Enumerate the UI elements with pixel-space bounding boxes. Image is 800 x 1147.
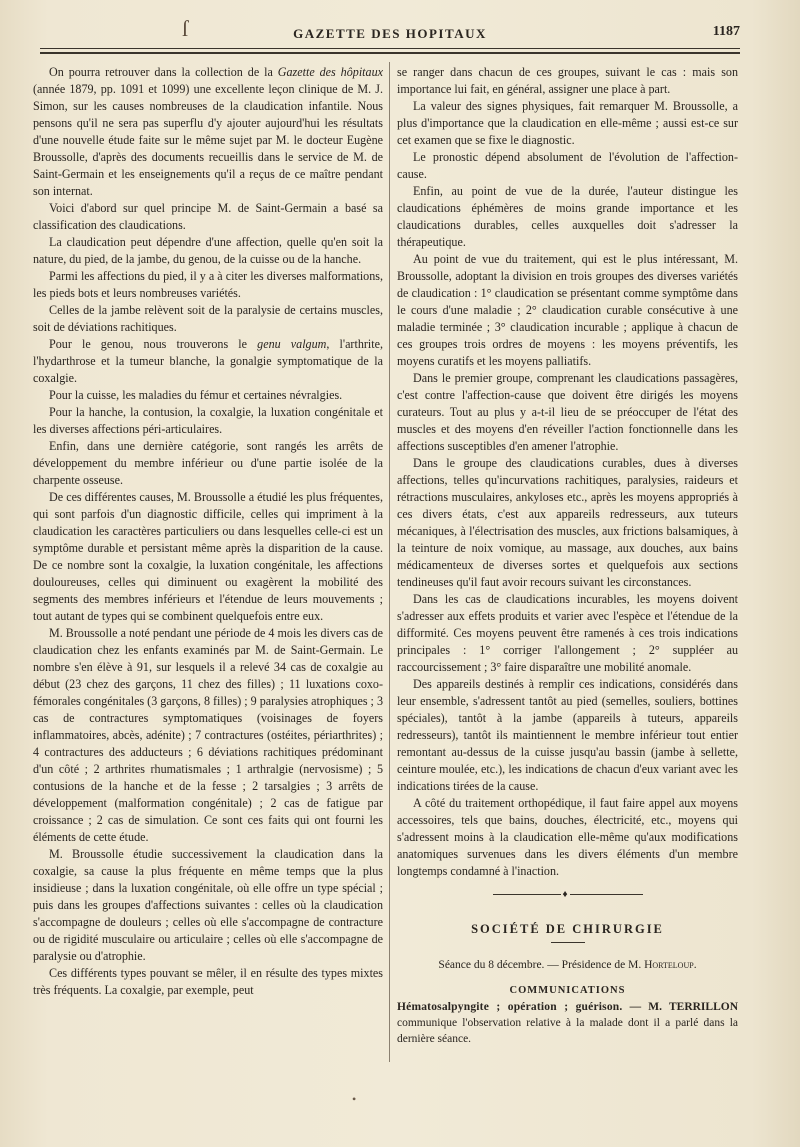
- paragraph-text: On pourra retrouver dans la collection de la: [49, 65, 278, 79]
- session-prefix: Séance du 8 décembre. — Présidence de M.: [438, 959, 645, 971]
- paragraph-text: Dans le premier groupe, comprenant les claudications passagères, c'est contre l'affection-cause que doivent être dirigés les moyens curateurs. Tout au plus y a-t-il lieu de se préoccuper de l'état des muscles et des moyens d'en réveiller l'action fonctionnelle dans les affections susceptibles d'en amener l'atrophie.: [397, 371, 738, 453]
- session-line: [397, 957, 738, 974]
- paragraph: [33, 846, 383, 965]
- paragraph-text: Enfin, au point de vue de la durée, l'auteur distingue les claudications éphémères de moins grande importance et les claudications durables, celles auxquelles doit s'adresser la thérapeutique.: [397, 184, 738, 249]
- paragraph-text: De ces différentes causes, M. Broussolle a étudié les plus fréquentes, qui sont parfois d'un diagnostic difficile, celles qui impriment à la claudication les caractères particuliers ou dans lesquelles celle-ci est un symptôme durable et persistant même après la disparition de la cause. De ce nombre sont la coxalgie, la luxation congénitale, les affections douloureuses, celles qui diminuent ou exagèrent la mobilité des segments des membres inférieurs et l'étendue de leurs mouvements ; tout autant de types qui se combinent quelquefois entre eux.: [33, 490, 383, 623]
- header-rule-thick: [40, 52, 740, 54]
- right-column: [397, 64, 738, 1047]
- observation-paragraph: [397, 999, 738, 1047]
- paragraph: [397, 98, 738, 149]
- paragraph: [33, 234, 383, 268]
- paragraph: [397, 795, 738, 880]
- page-header: [40, 16, 740, 46]
- ink-mark: ſ: [182, 16, 189, 41]
- paragraph: [397, 183, 738, 251]
- paragraph-text: Le pronostic dépend absolument de l'évolution de l'affection-cause.: [397, 150, 738, 181]
- observation-title: Hématosalpyngite ; opération ; guérison.: [397, 1001, 623, 1013]
- paragraph-text: Enfin, dans une dernière catégorie, sont rangés les arrêts de développement du membre inférieur ou d'une partie isolée de la charpente osseuse.: [33, 439, 383, 487]
- paragraph: [33, 336, 383, 387]
- paragraph: [33, 625, 383, 846]
- session-suffix: .: [693, 959, 697, 971]
- section-title-rule: [551, 942, 585, 943]
- section-title: SOCIÉTÉ DE CHIRURGIE: [471, 922, 664, 936]
- paragraph-text: Ces différents types pouvant se mêler, il en résulte des types mixtes très fréquents. La coxalgie, par exemple, peut: [33, 966, 383, 997]
- paragraph: [397, 455, 738, 591]
- paragraph-text: Dans les cas de claudications incurables, les moyens doivent s'adresser aux effets produits et varier avec l'espèce et l'étendue de la difformité. Ces moyens peuvent être ramenés à ces trois indications principales : 1° corriger l'allongement ; 2° suppléer au raccourcissement ; 3° faire disparaître une mobilité anomale.: [397, 592, 738, 674]
- article-end-rule: [493, 894, 643, 901]
- paragraph-text: A côté du traitement orthopédique, il faut faire appel aux moyens accessoires, tels que bains, douches, électricité, etc., moyens qui s'adressent moins à la claudication elle-même qu'aux modifications anatomiques survenues dans les divers éléments d'un membre longtemps condamné à l'inaction.: [397, 796, 738, 878]
- observation-author: — M. TERRILLON: [629, 1001, 738, 1013]
- paragraph: [33, 387, 383, 404]
- paragraph-text: Pour le genou, nous trouverons le: [49, 337, 258, 351]
- paragraph: [33, 268, 383, 302]
- paragraph-text: Celles de la jambe relèvent soit de la paralysie de certains muscles, soit de déviations rachitiques.: [33, 303, 383, 334]
- paragraph: [397, 676, 738, 795]
- paragraph: [33, 404, 383, 438]
- paragraph-text: La valeur des signes physiques, fait remarquer M. Broussolle, a plus d'importance que la claudication en elle-même ; aussi est-ce sur cet examen que se fixe le diagnostic.: [397, 99, 738, 147]
- paragraph-text: M. Broussolle étudie successivement la claudication dans la coxalgie, sa cause la plus fréquente en même temps que la plus insidieuse ; dans la luxation congénitale, où elle offre un type spécial ; puis dans les groupes d'affections suivantes : celles où la claudication s'accompagne de douleurs ; celles où elle s'accompagne de contracture ou de rigidité musculaire ou articulaire ; celles où elle s'accompagne de paralysie ou d'atrophie.: [33, 847, 383, 963]
- paragraph: [397, 251, 738, 370]
- paragraph-text: Au point de vue du traitement, qui est le plus intéressant, M. Broussolle, adoptant la division en trois groupes des diverses variétés de claudication : 1° claudication se présentant comme symptôme dans le cours d'une maladie ; 2° claudication curable consécutive à une maladie terminée ; 3° claudication incurable ; applique à chacun de ces groupes trois ordres de moyens : les moyens préventifs, les moyens curatifs et les moyens palliatifs.: [397, 252, 738, 368]
- paragraph-text: Des appareils destinés à remplir ces indications, considérés dans leur ensemble, s'adressent tantôt au pied (semelles, souliers, bottines spéciales), tantôt à la jambe (appareils à tuteurs, appareils redresseurs), tantôt ils maintiennent le membre inférieur tout entier remontant au-dessus de la cuisse jusqu'au bassin (jambe à sellette, ceinture moulée, etc.), les indications de chacun d'eux variant avec les indications tirées de la cause.: [397, 677, 738, 793]
- paragraph-text: Voici d'abord sur quel principe M. de Saint-Germain a basé sa classification des claudications.: [33, 201, 383, 232]
- left-column: [33, 64, 383, 999]
- communications-heading: COMMUNICATIONS: [509, 985, 626, 996]
- paragraph-text: (année 1879, pp. 1091 et 1099) une excellente leçon clinique de M. J. Simon, sur les causes nombreuses de la claudication infantile. Nous pensons qu'il ne sera pas superflu d'y ajouter aujourd'hui les résultats d'une nouvelle étude faite sur le même sujet par M. le docteur Eugène Broussolle, d'après des documents recueillis dans le service de M. de Saint-Germain et les enseignements qu'il a reçus de ce maître pendant son internat.: [33, 82, 383, 198]
- paragraph: [33, 302, 383, 336]
- right-column-text: [397, 64, 738, 880]
- paragraph: [397, 370, 738, 455]
- journal-title: GAZETTE DES HOPITAUX: [293, 26, 487, 41]
- paragraph-text: La claudication peut dépendre d'une affection, quelle qu'en soit la nature, du pied, de la jambe, du genou, de la cuisse ou de la hanche.: [33, 235, 383, 266]
- paragraph: [33, 64, 383, 200]
- page-number: 1187: [712, 24, 740, 39]
- paragraph-text: , l'arthrite, l'hydarthrose et la tumeur blanche, la gonalgie symptomatique de la coxalgie.: [33, 337, 384, 385]
- column-separator: [389, 62, 390, 1062]
- paragraph: [33, 965, 383, 999]
- paragraph-text: Pour la cuisse, les maladies du fémur et certaines névralgies.: [49, 388, 343, 402]
- italic-text: Gazette des hôpitaux: [277, 65, 383, 79]
- header-rule-thin: [40, 48, 740, 49]
- print-dot: •: [352, 1092, 357, 1106]
- paragraph-text: M. Broussolle a noté pendant une période de 4 mois les divers cas de claudication chez les enfants examinés par M. de Saint-Germain. Le nombre s'en élève à 91, sur lesquels il a relevé 34 cas de coxalgie au début (23 chez des garçons, 11 chez des filles) ; 11 luxations coxo-fémorales congénitales (3 garçons, 8 filles) ; 9 paralysies atrophiques ; 3 cas de contractures symptomatiques (voisinages de foyers inflammatoires, abcès, adénite) ; 7 contractures (ostéites, périarthrites) ; 4 contractures des adducteurs ; 6 déviations rachitiques prédominant d'un côté ; 2 arthrites rhumatismales ; 1 arthralgie (nervosisme) ; 5 contusions de la hanche et de la fesse ; 2 tarsalgies ; 3 arrêts de développement (malformation congénitale) ; 2 cas de fatigue par croissance ; 2 cas de simulation. Ce sont ces faits qui ont fourni les éléments de cette étude.: [33, 626, 383, 844]
- paragraph-text: Dans le groupe des claudications curables, dues à diverses affections, telles qu'incurvations rachitiques, paralysies, raideurs et rétractions musculaires, ankyloses etc., après les moyens appropriés à ces divers états, c'est aux appareils redresseurs, aux tuteurs mécaniques, à l'électrisation des muscles, aux frictions balsamiques, à la teinture de noix vomique, au massage, aux douches, aux bains médicamenteux de diverses sortes et quelquefois aux sections tendineuses qu'il faut avoir recours suivant les circonstances.: [397, 456, 738, 589]
- paragraph: [397, 64, 738, 98]
- italic-text: genu valgum: [257, 337, 327, 351]
- paragraph: [33, 489, 383, 625]
- paragraph-text: Pour la hanche, la contusion, la coxalgie, la luxation congénitale et les diverses affections péri-articulaires.: [33, 405, 383, 436]
- paragraph-text: se ranger dans chacun de ces groupes, suivant le cas : mais son importance lui fait, en général, assigner une place à part.: [397, 65, 738, 96]
- paragraph: [33, 438, 383, 489]
- president-name: Horteloup: [644, 959, 694, 971]
- paragraph: [397, 591, 738, 676]
- paragraph-text: Parmi les affections du pied, il y a à citer les diverses malformations, les pieds bots et leurs nombreuses variétés.: [33, 269, 383, 300]
- paragraph: [397, 149, 738, 183]
- observation-text: communique l'observation relative à la malade dont il a parlé dans la dernière séance.: [397, 1017, 738, 1045]
- paragraph: [33, 200, 383, 234]
